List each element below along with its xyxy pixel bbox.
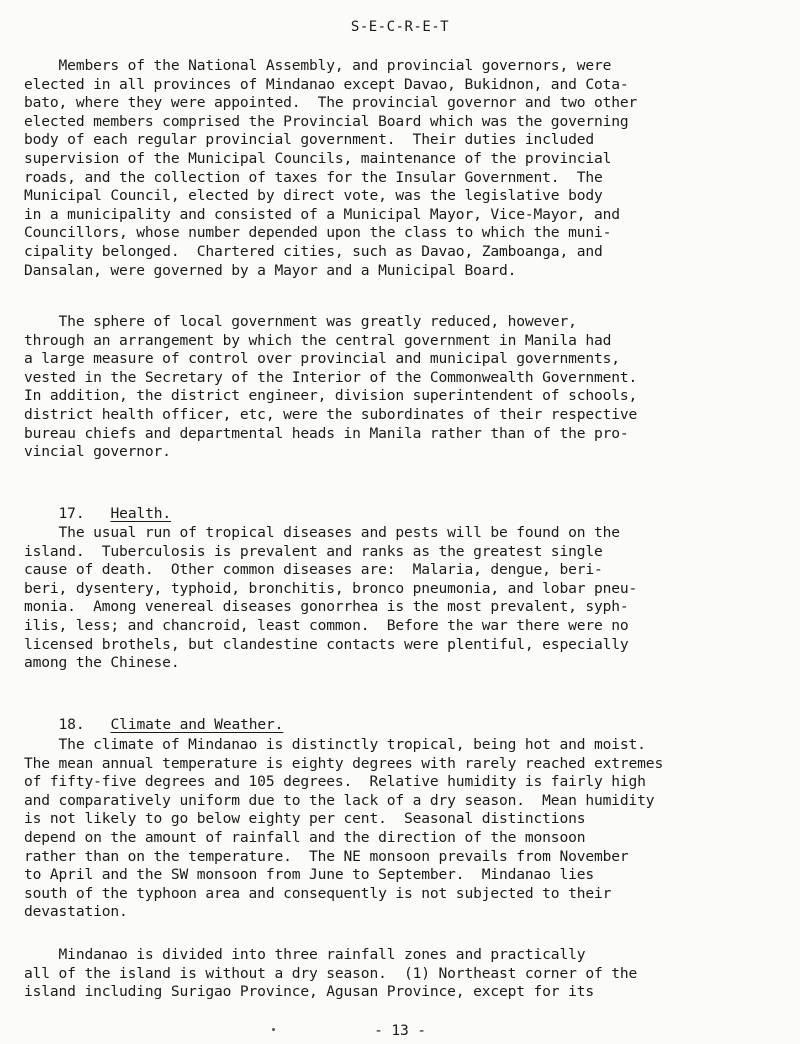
text-line: in a municipality and consisted of a Municipal Mayor, Vice-Mayor, and — [24, 205, 620, 223]
text-line: a large measure of control over provincial and municipal governments, — [24, 350, 620, 368]
text-line: Mindanao is divided into three rainfall zones and practically — [24, 946, 586, 963]
classification-marking: S-E-C-R-E-T — [350, 19, 450, 35]
text-line: is not likely to go below eighty per cent. Seasonal distinctions — [24, 810, 586, 828]
text-line: and comparatively uniform due to the lack of a dry season. Mean humidity — [24, 791, 655, 809]
text-line: among the Chinese. — [24, 654, 180, 672]
text-line: The sphere of local government was greatly reduced, however, — [24, 313, 577, 330]
text-line: elected members comprised the Provincial Board which was the governing — [24, 112, 629, 130]
text-line: elected in all provinces of Mindanao except Davao, Bukidnon, and Cota- — [24, 75, 629, 93]
text-line: south of the typhoon area and consequently is not subjected to their — [24, 884, 612, 902]
paragraph-local-elections — [24, 57, 776, 280]
text-line: depend on the amount of rainfall and the direction of the monsoon — [24, 828, 586, 846]
paragraph-climate — [24, 736, 776, 922]
text-line: all of the island is without a dry season. (1) Northeast corner of the — [24, 964, 638, 982]
text-line: Members of the National Assembly, and provincial governors, were — [24, 57, 612, 74]
text-line: The mean annual temperature is eighty degrees with rarely reached extremes — [24, 754, 664, 772]
text-line: In addition, the district engineer, division superintendent of schools, — [24, 387, 638, 405]
text-line: monia. Among venereal diseases gonorrhea is the most prevalent, syph- — [24, 598, 629, 616]
text-line: island including Surigao Province, Agusan Province, except for its — [24, 983, 594, 1001]
text-line: body of each regular provincial government. Their duties included — [24, 131, 594, 149]
paragraph-central-control — [24, 313, 776, 462]
section-number: 18. — [58, 715, 85, 733]
text-line: supervision of the Municipal Councils, maintenance of the provincial — [24, 149, 612, 167]
text-line: to April and the SW monsoon from June to September. Mindanao lies — [24, 866, 594, 884]
text-line: bureau chiefs and departmental heads in Manila rather than of the pro- — [24, 424, 629, 442]
text-line: district health officer, etc, were the subordinates of their respective — [24, 405, 638, 423]
text-line: ilis, less; and chancroid, least common. Before the war there were no — [24, 616, 629, 634]
text-line: Dansalan, were governed by a Mayor and a Municipal Board. — [24, 261, 517, 279]
section-title: Climate and Weather. — [110, 715, 284, 733]
text-line: island. Tuberculosis is prevalent and ranks as the greatest single — [24, 542, 603, 560]
paragraph-rainfall-zones — [24, 946, 776, 1002]
text-line: cipality belonged. Chartered cities, such as Davao, Zamboanga, and — [24, 242, 603, 260]
text-line: The climate of Mindanao is distinctly tropical, being hot and moist. — [24, 736, 646, 753]
section-number: 17. — [58, 504, 85, 522]
section-title: Health. — [110, 504, 172, 522]
text-line: devastation. — [24, 903, 128, 921]
text-line: vincial governor. — [24, 443, 171, 461]
text-line: vested in the Secretary of the Interior of the Commonwealth Government. — [24, 368, 638, 386]
text-line: Municipal Council, elected by direct vote, was the legislative body — [24, 187, 603, 205]
text-line: licensed brothels, but clandestine contacts were plentiful, especially — [24, 635, 629, 653]
page-number: - 13 - — [374, 1022, 426, 1039]
text-line: of fifty-five degrees and 105 degrees. Relative humidity is fairly high — [24, 773, 646, 791]
text-line: cause of death. Other common diseases are: Malaria, dengue, beri- — [24, 561, 603, 579]
text-line: Councillors, whose number depended upon the class to which the muni- — [24, 224, 612, 242]
text-line: rather than on the temperature. The NE monsoon prevails from November — [24, 847, 629, 865]
text-line: bato, where they were appointed. The provincial governor and two other — [24, 94, 638, 112]
paragraph-health — [24, 524, 776, 673]
text-line: through an arrangement by which the central government in Manila had — [24, 331, 612, 349]
text-line: The usual run of tropical diseases and pests will be found on the — [24, 524, 620, 541]
text-line: beri, dysentery, typhoid, bronchitis, bronco pneumonia, and lobar pneu- — [24, 579, 638, 597]
text-line: roads, and the collection of taxes for the Insular Government. The — [24, 168, 603, 186]
